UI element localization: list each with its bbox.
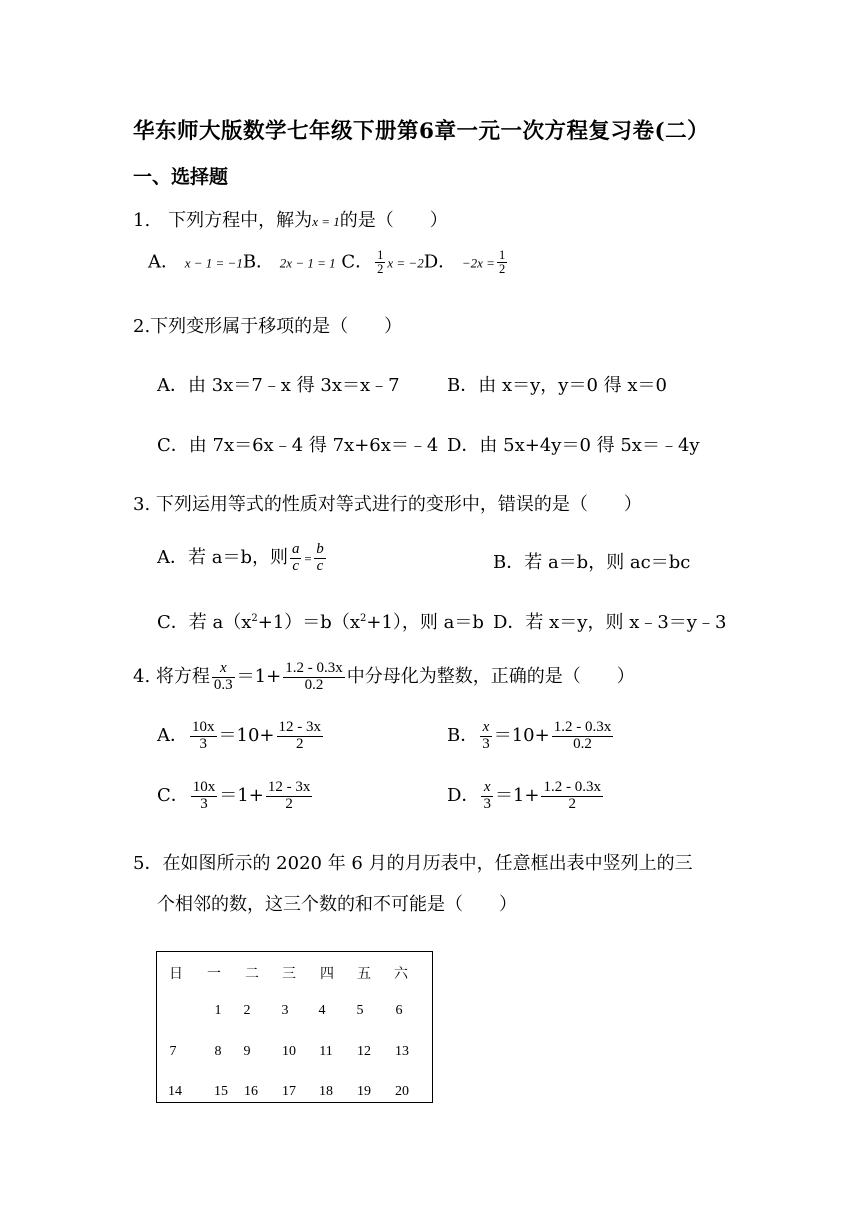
q4-option-a [157,716,325,756]
q1-option-a-label: A． [148,251,179,273]
q1-option-d-label: D． [423,251,457,273]
q4-c-fraction-1 [191,780,218,813]
calendar-cell: 17 [282,1084,296,1099]
q3-a-numerator-1: a [291,540,300,557]
question-1-options [148,249,509,277]
q4-option-d [447,776,605,816]
calendar-cell: 20 [395,1084,409,1099]
q3-a-fraction-2 [314,542,326,575]
calendar-header-sat: 六 [394,967,408,982]
question-3-stem: 3. 下列运用等式的性质对等式进行的变形中，错误的是（ ） [133,494,642,515]
q4-a-fraction-1 [190,720,217,753]
q4-a-mid: ＝10+ [218,725,275,746]
q4-c-fraction-2 [266,780,313,813]
q4-d-fraction-2 [541,780,603,813]
q4-c-denominator-2: 2 [285,795,293,812]
q4-d-label: D． [447,785,480,806]
q4-d-denominator-2: 2 [568,795,576,812]
q4-b-numerator-1: x [480,720,492,737]
q1-option-a-math: x − 1 = −1 [184,255,243,271]
calendar-cell: 5 [356,1003,364,1018]
calendar-header-fri: 五 [357,967,371,982]
q3-a-denominator-2: c [316,557,324,574]
q4-stem-fraction-2 [283,661,345,694]
q4-b-fraction-1 [480,720,492,753]
calendar-header-tue: 二 [245,967,259,982]
calendar-cell: 1 [214,1003,222,1018]
q2-option-c: C．由 7x＝6x﹣4 得 7x+6x＝﹣4 [157,435,439,456]
calendar-cell: 9 [243,1044,251,1059]
q3-option-c [157,608,484,634]
calendar-cell: 7 [169,1044,177,1059]
q4-b-label: B． [447,725,479,746]
question-1-stem [133,206,448,232]
calendar-cell: 19 [357,1084,371,1099]
q1-option-c-math: x = −2 [387,255,424,271]
q4-b-denominator-1: 3 [482,735,490,752]
calendar-cell: 13 [395,1044,409,1059]
calendar-cell: 8 [214,1044,222,1059]
q3-option-a [157,538,328,579]
q4-c-numerator-2: 12 - 3x [267,778,311,795]
q1-option-d-fraction [497,249,507,276]
q1-d-numerator: 1 [498,248,506,262]
q4-stem-mid: ＝1+ [236,666,282,687]
q2-option-d: D．由 5x+4y＝0 得 5x＝﹣4y [447,435,700,456]
q4-a-denominator-1: 3 [199,735,207,752]
q4-stem-denominator-1: 0.3 [213,676,233,693]
q3-c-part3: +1），则 a＝b [366,612,484,633]
calendar-table [156,951,433,1103]
q4-option-c [157,776,314,816]
q4-b-mid: ＝10+ [493,725,550,746]
q1-c-denominator: 2 [377,262,384,277]
q4-a-label: A． [157,725,188,746]
calendar-cell: 12 [357,1044,371,1059]
q4-c-numerator-1: 10x [192,778,216,795]
page-title: 华东师大版数学七年级下册第6章一元一次方程复习卷(二） [133,119,710,144]
calendar-cell: 6 [395,1003,403,1018]
q4-a-denominator-2: 2 [296,735,304,752]
q1-stem-suffix: 的是（ ） [339,210,448,231]
q3-c-superscript-2: 2 [359,613,367,624]
question-5-line-2: 个相邻的数，这三个数的和不可能是（ ） [157,894,517,915]
calendar-cell: 3 [281,1003,289,1018]
q1-stem-math: x = 1 [312,214,340,229]
q1-stem-prefix: 1. 下列方程中，解为 [133,210,313,231]
calendar-cell: 11 [319,1044,333,1059]
q4-d-numerator-2: 1.2 - 0.3x [543,778,601,795]
calendar-header-thu: 四 [320,967,334,982]
q3-option-b: B．若 a＝b，则 ac＝bc [493,552,691,573]
q2-option-b: B．由 x＝y，y＝0 得 x＝0 [447,375,667,396]
q1-option-b-label: B． [242,251,275,273]
question-4-stem [133,657,635,697]
q1-d-denominator: 2 [498,262,506,277]
calendar-cell: 14 [168,1084,182,1099]
q4-stem-prefix: 4. 将方程 [133,666,210,687]
q1-option-c-fraction [375,249,385,276]
calendar-header-sun: 日 [169,967,183,982]
q4-c-denominator-1: 3 [200,795,208,812]
q4-stem-numerator-1: x [212,661,235,678]
q4-a-numerator-2: 12 - 3x [278,718,321,735]
q4-b-denominator-2: 0.2 [573,735,592,752]
q2-option-a: A．由 3x＝7﹣x 得 3x＝x﹣7 [157,375,400,396]
q3-a-numerator-2: b [316,540,324,557]
q1-c-numerator: 1 [377,248,384,262]
q4-d-denominator-1: 3 [483,795,491,812]
q4-a-fraction-2 [277,720,324,753]
calendar-cell: 2 [243,1003,251,1018]
q4-d-numerator-1: x [481,780,493,797]
q4-d-mid: ＝1+ [494,785,540,806]
calendar-cell: 16 [244,1084,258,1099]
q3-a-equals: = [303,551,313,566]
calendar-header-mon: 一 [207,967,221,982]
q4-a-numerator-1: 10x [192,718,215,735]
calendar-cell: 10 [282,1044,296,1059]
q4-stem-suffix: 中分母化为整数，正确的是（ ） [346,666,635,687]
q4-c-mid: ＝1+ [219,785,264,806]
q1-option-d-math: −2x = [461,255,495,271]
q4-c-label: C． [157,785,189,806]
q3-c-part2: +1）＝b（x [257,612,360,633]
q3-c-part1: C．若 a（x [157,612,252,633]
calendar-cell: 4 [318,1003,326,1018]
q1-option-b-math: 2x − 1 = 1 [279,255,336,271]
calendar-header-wed: 三 [282,967,296,982]
q3-option-a-prefix: A．若 a＝b，则 [157,547,288,568]
q4-b-numerator-2: 1.2 - 0.3x [553,718,612,735]
question-2-stem: 2.下列变形属于移项的是（ ） [133,316,403,337]
q4-d-fraction-1 [481,780,493,813]
q3-c-superscript-1: 2 [251,613,258,624]
q3-a-fraction-1 [290,542,302,575]
q4-option-b [447,716,615,756]
q4-stem-denominator-2: 0.2 [304,676,324,693]
question-5-line-1: 5．在如图所示的 2020 年 6 月的月历表中，任意框出表中竖列上的三 [133,853,693,874]
q4-b-fraction-2 [552,720,614,753]
q3-a-denominator-1: c [292,557,300,574]
q4-stem-fraction-1 [212,661,235,694]
q4-stem-numerator-2: 1.2 - 0.3x [285,659,343,676]
q1-option-c-label: C． [341,251,374,273]
q3-option-d: D．若 x＝y，则 x﹣3＝y﹣3 [493,612,727,633]
section-heading: 一、选择题 [133,166,229,188]
calendar-cell: 15 [214,1084,228,1099]
calendar-cell: 18 [319,1084,333,1099]
